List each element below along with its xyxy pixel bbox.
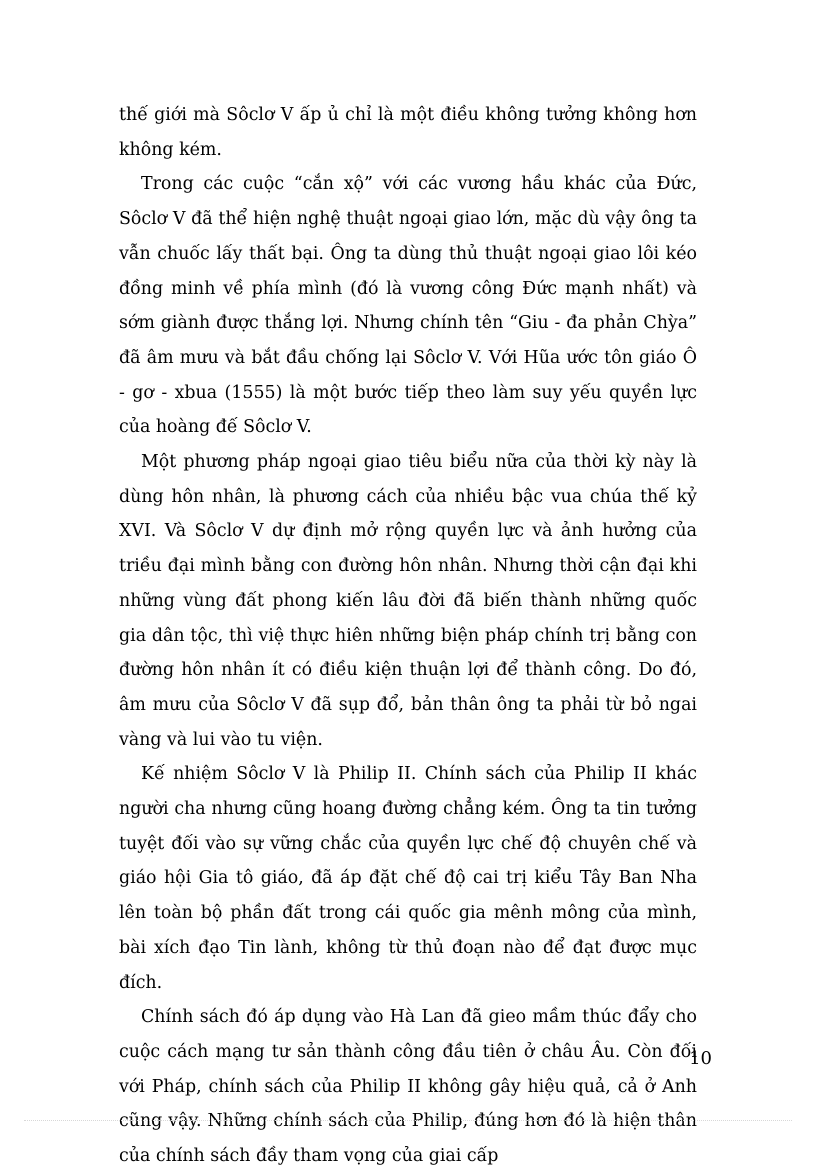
paragraph: Trong các cuộc “cắn xộ” với các vương hầu khác của Đức, Sôclơ V đã thể hiện nghệ thuật ngoại giao lớn, mặc dù vậy ông ta vẫn chuốc lấy thất bại. Ông ta dùng thủ thuật ngoại giao lôi kéo đồng minh về phía mình (đó là vương công Đức mạnh nhất) và sớm giành được thắng lợi. Nhưng chính tên “Giu - đa phản Chỳa” đã âm mưu và bắt đầu chống lại Sôclơ V. Với Hũa ước tôn giáo Ô - gơ - xbua (1555) là một bước tiếp theo làm suy yếu quyền lực của hoàng đế Sôclơ V.: [119, 174, 697, 438]
paragraph: Kế nhiệm Sôclơ V là Philip II. Chính sách của Philip II khác người cha nhưng cũng hoang đường chẳng kém. Ông ta tin tưởng tuyệt đối vào sự vững chắc của quyền lực chế độ chuyên chế và giáo hội Gia tô giáo, đã áp đặt chế độ cai trị kiểu Tây Ban Nha lên toàn bộ phần đất trong cái quốc gia mênh mông của mình, bài xích đạo Tin lành, không từ thủ đoạn nào để đạt được mục đích.: [119, 764, 697, 993]
paragraph-continuation: thế giới mà Sôclơ V ấp ủ chỉ là một điều không tưởng không hơn không kém.: [119, 105, 697, 160]
paragraph: Chính sách đó áp dụng vào Hà Lan đã gieo mầm thúc đẩy cho cuộc cách mạng tư sản thành công đầu tiên ở châu Âu. Còn đối với Pháp, chính sách của Philip II không gây hiệu quả, cả ở Anh cũng vậy. Những chính sách của Philip, đúng hơn đó là hiện thân của chính sách đầy tham vọng của giai cấp: [119, 1007, 697, 1167]
page-bottom-divider: [24, 1120, 792, 1121]
body-text: [119, 98, 697, 1174]
page-number: 10: [689, 1048, 712, 1069]
paragraph: Một phương pháp ngoại giao tiêu biểu nữa của thời kỳ này là dùng hôn nhân, là phương cách của nhiều bậc vua chúa thế kỷ XVI. Và Sôclơ V dự định mở rộng quyền lực và ảnh hưởng của triều đại mình bằng con đường hôn nhân. Nhưng thời cận đại khi những vùng đất phong kiến lâu đời đã biến thành những quốc gia dân tộc, thì việ thực hiên những biện pháp chính trị bằng con đường hôn nhân ít có điều kiện thuận lợi để thành công. Do đó, âm mưu của Sôclơ V đã sụp đổ, bản thân ông ta phải từ bỏ ngai vàng và lui vào tu viện.: [119, 452, 697, 750]
